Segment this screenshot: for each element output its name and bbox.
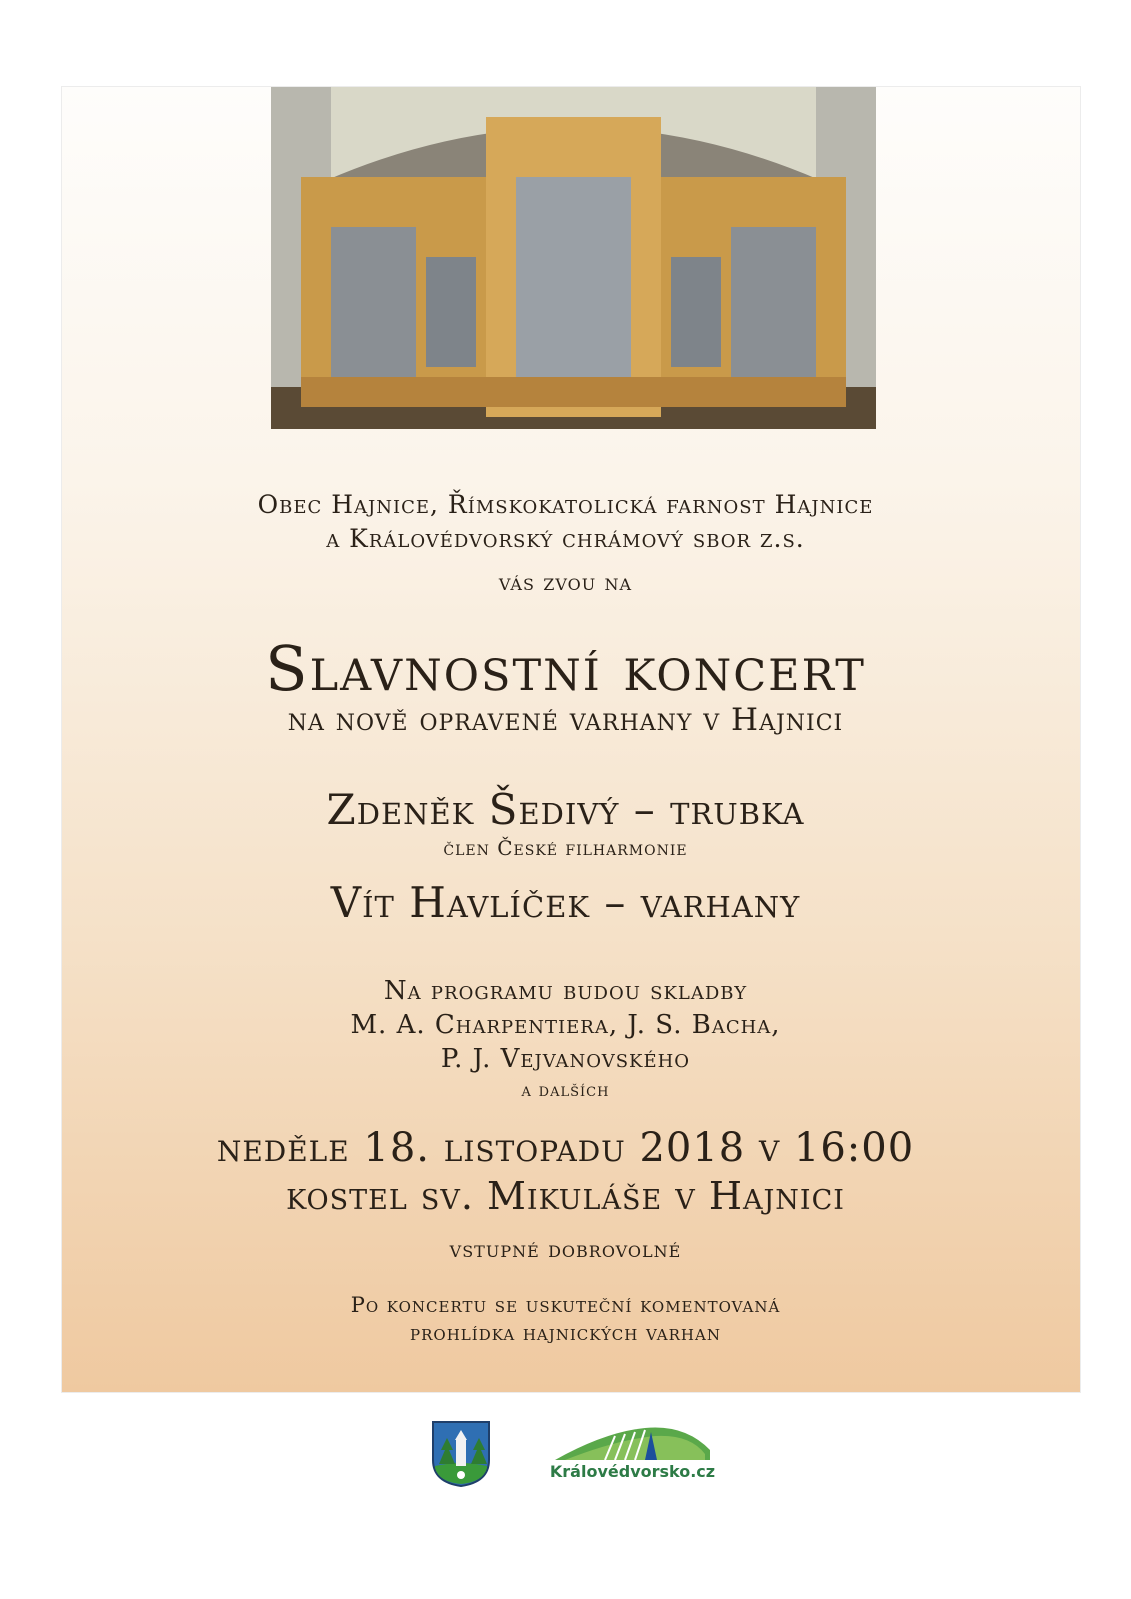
organ-photo [271,87,876,429]
after-note-line-1: Po koncertu se uskuteční komentovaná [350,1293,781,1317]
event-subtitle: na nově opravené varhany v Hajnici [287,702,844,738]
invite-text: vás zvou na [498,570,633,596]
event-date: neděle 18. listopadu 2018 v 16:00 [216,1125,915,1171]
partner-logo-text: Královédvorsko.cz [549,1462,716,1481]
program-line-1: Na programu budou skladby [383,976,748,1006]
performer-1-note: člen České filharmonie [443,836,688,860]
event-title: Slavnostní koncert [265,632,866,705]
performer-1-name: Zdeněk Šedivý – trubka [326,785,805,834]
entry-fee: vstupné dobrovolné [449,1237,682,1263]
program-line-3: P. J. Vejvanovského [440,1044,691,1074]
organizers-line-2: a Královédvorský chrámový sbor z.s. [326,524,805,553]
event-venue: kostel sv. Mikuláše v Hajnici [286,1174,845,1218]
performer-2-name: Vít Havlíček – varhany [330,878,801,927]
program-line-2: M. A. Charpentiera, J. S. Bacha, [350,1010,781,1040]
after-note-line-2: prohlídka hajnických varhan [410,1321,721,1345]
program-line-4: a dalších [521,1080,610,1101]
hajnice-coat-of-arms-icon [431,1420,491,1488]
organizers-line-1: Obec Hajnice, Římskokatolická farnost Hajnice [257,490,874,519]
